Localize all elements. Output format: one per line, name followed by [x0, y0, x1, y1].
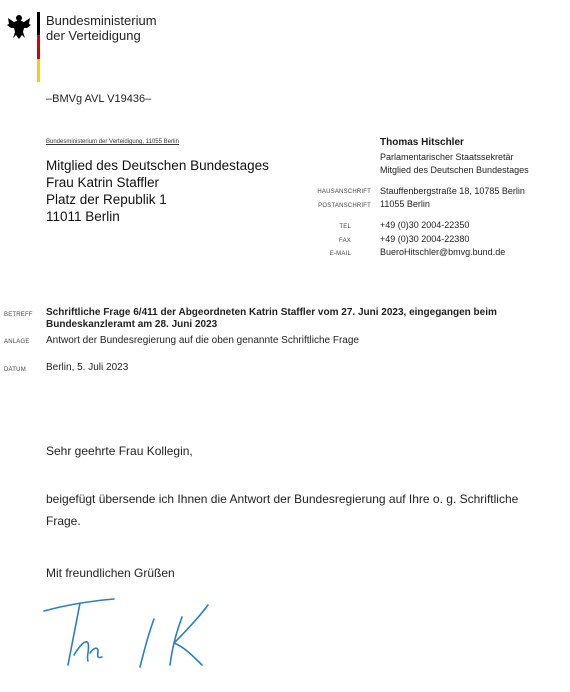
sender-return-line: Bundesministerium der Verteidigung, 11055 Berlin [46, 139, 179, 145]
sender-title1: Parlamentarischer Staatssekretär [380, 152, 514, 162]
email-link[interactable]: BueroHitschler@bmvg.bund.de [380, 247, 506, 257]
postanschrift-label: POSTANSCHRIFT [318, 203, 371, 209]
betreff-label: BETREFF [4, 312, 33, 318]
datum-value: Berlin, 5. Juli 2023 [46, 362, 129, 373]
anlage-label: ANLAGE [4, 339, 30, 345]
federal-eagle-icon [6, 12, 32, 42]
flag-gold [37, 59, 40, 82]
hausanschrift-label: HAUSANSCHRIFT [317, 189, 371, 195]
recipient-line2: Frau Katrin Staffler [46, 175, 160, 190]
email-label: E-MAIL [329, 251, 351, 257]
sender-title2: Mitglied des Deutschen Bundestages [380, 165, 529, 175]
body-paragraph [46, 488, 546, 532]
recipient-line1: Mitglied des Deutschen Bundestages [46, 158, 269, 173]
tel-label: TEL [339, 224, 351, 230]
tel-value: +49 (0)30 2004-22350 [380, 220, 470, 230]
salutation: Sehr geehrte Frau Kollegin, [46, 444, 193, 458]
closing: Mit freundlichen Grüßen [46, 566, 175, 580]
body-line2: Frage. [46, 514, 81, 528]
signature-strokes [44, 599, 208, 667]
flag-stripe [37, 12, 40, 82]
ministry-line2: der Verteidigung [46, 28, 141, 43]
betreff-line2: Bundeskanzleramt am 28. Juni 2023 [46, 319, 218, 330]
flag-red [37, 35, 40, 58]
datum-label: DATUM [4, 367, 26, 373]
body-line1: beigefügt übersende ich Ihnen die Antwort der Bundesregierung auf Ihre o. g. Schriftliche [46, 492, 519, 506]
postanschrift-value: 11055 Berlin [380, 199, 430, 209]
handwritten-signature [36, 595, 236, 675]
betreff-value [46, 307, 546, 331]
fax-label: FAX [339, 238, 351, 244]
betreff-line1: Schriftliche Frage 6/411 der Abgeordneten Katrin Staffler vom 27. Juni 2023, eingegangen beim [46, 307, 497, 318]
anlage-value: Antwort der Bundesregierung auf die oben genannte Schriftliche Frage [46, 335, 359, 346]
flag-black [37, 12, 40, 35]
recipient-line4: 11011 Berlin [46, 209, 120, 224]
sender-name: Thomas Hitschler [380, 137, 464, 148]
fax-value: +49 (0)30 2004-22380 [380, 234, 470, 244]
recipient-address [46, 157, 269, 225]
reference-number: –BMVg AVL V19436– [46, 93, 152, 105]
hausanschrift-value: Stauffenbergstraße 18, 10785 Berlin [380, 186, 525, 196]
ministry-line1: Bundesministerium [46, 13, 157, 28]
ministry-name [46, 13, 157, 43]
recipient-line3: Platz der Republik 1 [46, 192, 167, 207]
